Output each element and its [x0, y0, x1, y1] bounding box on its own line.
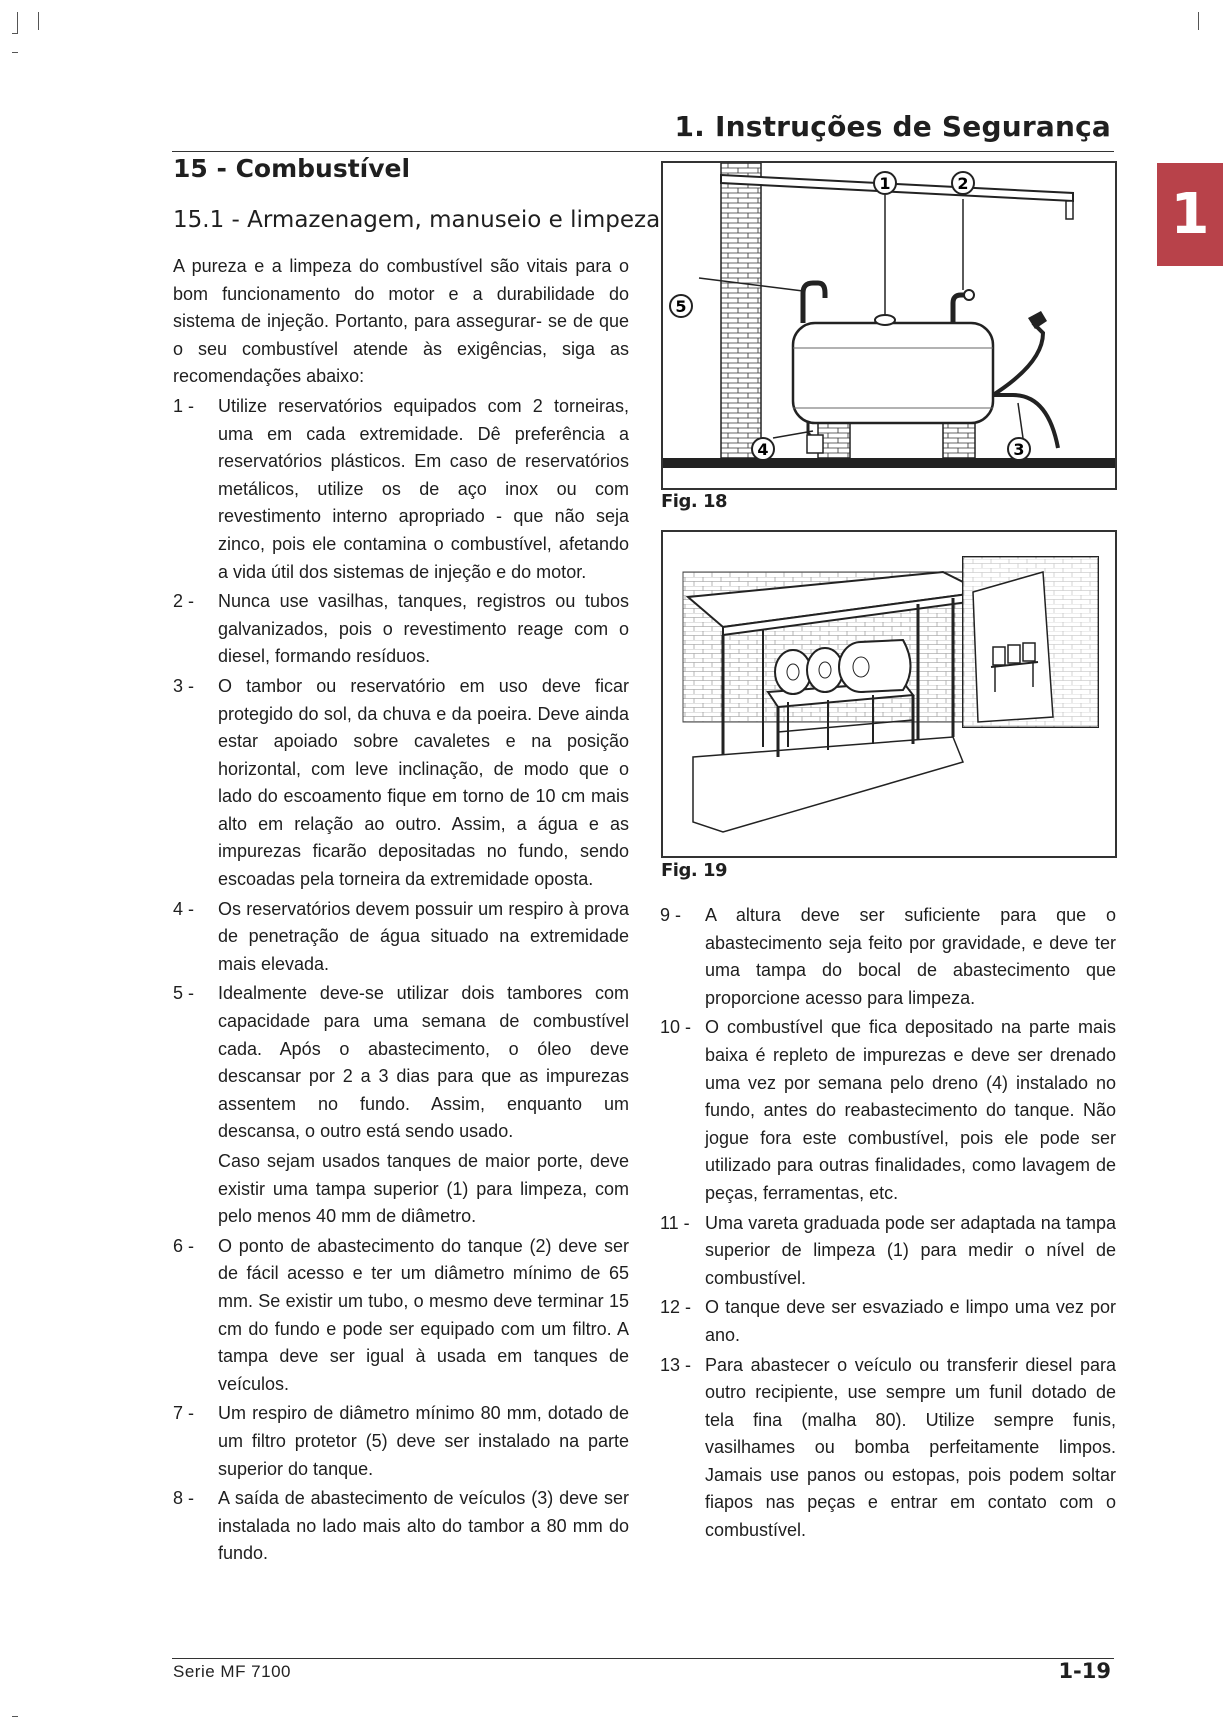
callout-1 — [874, 172, 896, 194]
item-text: Um respiro de diâmetro mínimo 80 mm, dotado de um filtro protetor (5) deve ser instalado na parte superior do tanque. — [218, 1403, 629, 1479]
item-number: 5 - — [173, 983, 195, 1004]
list-item — [660, 1352, 1116, 1545]
barrel-shelter-illustration — [663, 532, 1115, 856]
crop-mark — [12, 52, 18, 53]
item-number: 2 - — [173, 591, 195, 612]
item-text: Idealmente deve-se utilizar dois tambores com capacidade para uma semana de combustível cada. Após o abastecimento, o óleo deve descansar por 2 a 3 dias para que as impurezas assentem no fundo. Assim, enquanto um descansa, o outro está sendo usado. — [218, 983, 629, 1142]
callout-5-label: 5 — [675, 297, 687, 316]
item-number: 11 - — [660, 1212, 690, 1233]
list-item — [173, 588, 629, 671]
crop-mark — [12, 33, 18, 34]
list-item — [660, 1294, 1116, 1349]
item-number: 3 - — [173, 675, 195, 696]
crop-mark — [1198, 12, 1199, 30]
figure-19-caption: Fig. 19 — [661, 860, 728, 881]
item-text: Utilize reservatórios equipados com 2 torneiras, uma em cada extremidade. Dê preferência a reservatórios plásticos. Em caso de reservatórios metálicos, utilize os de aço inox ou com revestimento interno apropriado - que não seja zinco, pois ele contamina o combustível, afetando a vida útil dos sistemas de injeção e do motor. — [218, 395, 629, 582]
callout-1-label: 1 — [879, 174, 891, 193]
item-text: O tambor ou reservatório em uso deve ficar protegido do sol, da chuva e da poeira. Deve ainda estar apoiado sobre cavaletes e na posição horizontal, com leve inclinação, de modo que o lado do escoamento fique em torno de 10 cm mais alto em relação ao outro. Assim, a água e as impurezas ficarão depositadas no fundo, sendo escoadas pela torneira da extremidade oposta. — [218, 675, 629, 890]
item-number: 10 - — [660, 1017, 692, 1038]
callout-3 — [1008, 438, 1030, 460]
callout-4 — [752, 438, 774, 460]
intro-paragraph: A pureza e a limpeza do combustível são vitais para o bom funcionamento do motor e a durabilidade do sistema de injeção. Portanto, para assegurar- se de que o seu combustível atende às exigências, siga as recomendações abaixo: — [173, 256, 629, 387]
item-text: A saída de abastecimento de veículos (3) deve ser instalada no lado mais alto do tambor a 80 mm do fundo. — [218, 1488, 629, 1564]
chapter-tab: 1 — [1157, 163, 1223, 266]
list-item — [173, 1233, 629, 1399]
figure-18-caption: Fig. 18 — [661, 491, 728, 512]
callout-2 — [952, 172, 974, 194]
list-item — [173, 673, 629, 894]
list-item — [173, 1400, 629, 1483]
right-column — [660, 902, 1116, 1547]
footer-series: Serie MF 7100 — [173, 1662, 291, 1681]
list-item — [660, 902, 1116, 1012]
item-text: Os reservatórios devem possuir um respiro à prova de penetração de água situado na extremidade mais elevada. — [218, 898, 629, 974]
list-item — [660, 1210, 1116, 1293]
list-item — [173, 393, 629, 586]
callout-2-label: 2 — [957, 174, 969, 193]
item-text: O tanque deve ser esvaziado e limpo uma vez por ano. — [705, 1297, 1116, 1345]
callout-4-label: 4 — [757, 440, 769, 459]
item-number: 9 - — [660, 905, 682, 925]
header-divider — [172, 151, 1114, 152]
fuel-tank-diagram — [663, 163, 1115, 488]
item-text: Para abastecer o veículo ou transferir diesel para outro recipiente, use sempre um funil dotado de tela fina (malha 80). Utilize sempre funis, vasilhames ou bomba perfeitamente limpos. Jamais use panos ou estopas, pois podem soltar fiapos nas peças e entrar em contato com o combustível. — [705, 1354, 1116, 1541]
item-text: O ponto de abastecimento do tanque (2) deve ser de fácil acesso e ter um diâmetro mínimo de 65 mm. Se existir um tubo, o mesmo deve terminar 15 cm do fundo e pode ser equipado com um filtro. A tampa deve ser igual à usada em tanques de veículos. — [218, 1235, 629, 1394]
footer-divider — [172, 1658, 1114, 1659]
item-number: 6 - — [173, 1235, 195, 1256]
item-number: 7 - — [173, 1403, 195, 1424]
item-text: A altura deve ser suficiente para que o abastecimento seja feito por gravidade, e deve ter uma tampa do bocal de abastecimento que proporcione acesso para limpeza. — [705, 905, 1116, 1008]
list-item — [173, 896, 629, 979]
chapter-title: 1. Instruções de Segurança — [674, 110, 1111, 143]
crop-mark — [12, 1716, 18, 1717]
left-column — [173, 253, 629, 1570]
crop-mark — [38, 12, 39, 30]
callout-3-label: 3 — [1013, 440, 1025, 459]
item-number: 1 - — [173, 395, 195, 416]
item-number: 4 - — [173, 898, 195, 919]
list-item — [173, 980, 629, 1146]
list-item — [660, 1014, 1116, 1207]
item-number: 8 - — [173, 1488, 195, 1509]
subsection-title: 15.1 - Armazenagem, manuseio e limpeza — [173, 207, 661, 233]
item-text: O combustível que fica depositado na parte mais baixa é repleto de impurezas e deve ser drenado uma vez por semana pelo dreno (4) instalado no fundo, antes do reabastecimento do tanque. Não jogue fora este combustível, pois ele pode ser utilizado para outras finalidades, como lavagem de peças, ferramentas, etc. — [705, 1017, 1116, 1203]
figure-19 — [661, 530, 1117, 858]
figure-18 — [661, 161, 1117, 490]
item-text: Nunca use vasilhas, tanques, registros ou tubos galvanizados, pois o revestimento reage com o diesel, formando resíduos. — [218, 591, 629, 667]
item-number: 12 - — [660, 1297, 692, 1318]
crop-mark — [17, 12, 18, 34]
item-number: 13 - — [660, 1354, 692, 1375]
list-item — [173, 1485, 629, 1568]
section-title: 15 - Combustível — [173, 154, 411, 183]
item-text: Uma vareta graduada pode ser adaptada na tampa superior de limpeza (1) para medir o nível de combustível. — [705, 1212, 1116, 1288]
callout-5 — [670, 295, 692, 317]
item-continuation: Caso sejam usados tanques de maior porte, deve existir uma tampa superior (1) para limpeza, com pelo menos 40 mm de diâmetro. — [218, 1151, 629, 1227]
page-number: 1-19 — [1058, 1659, 1111, 1683]
